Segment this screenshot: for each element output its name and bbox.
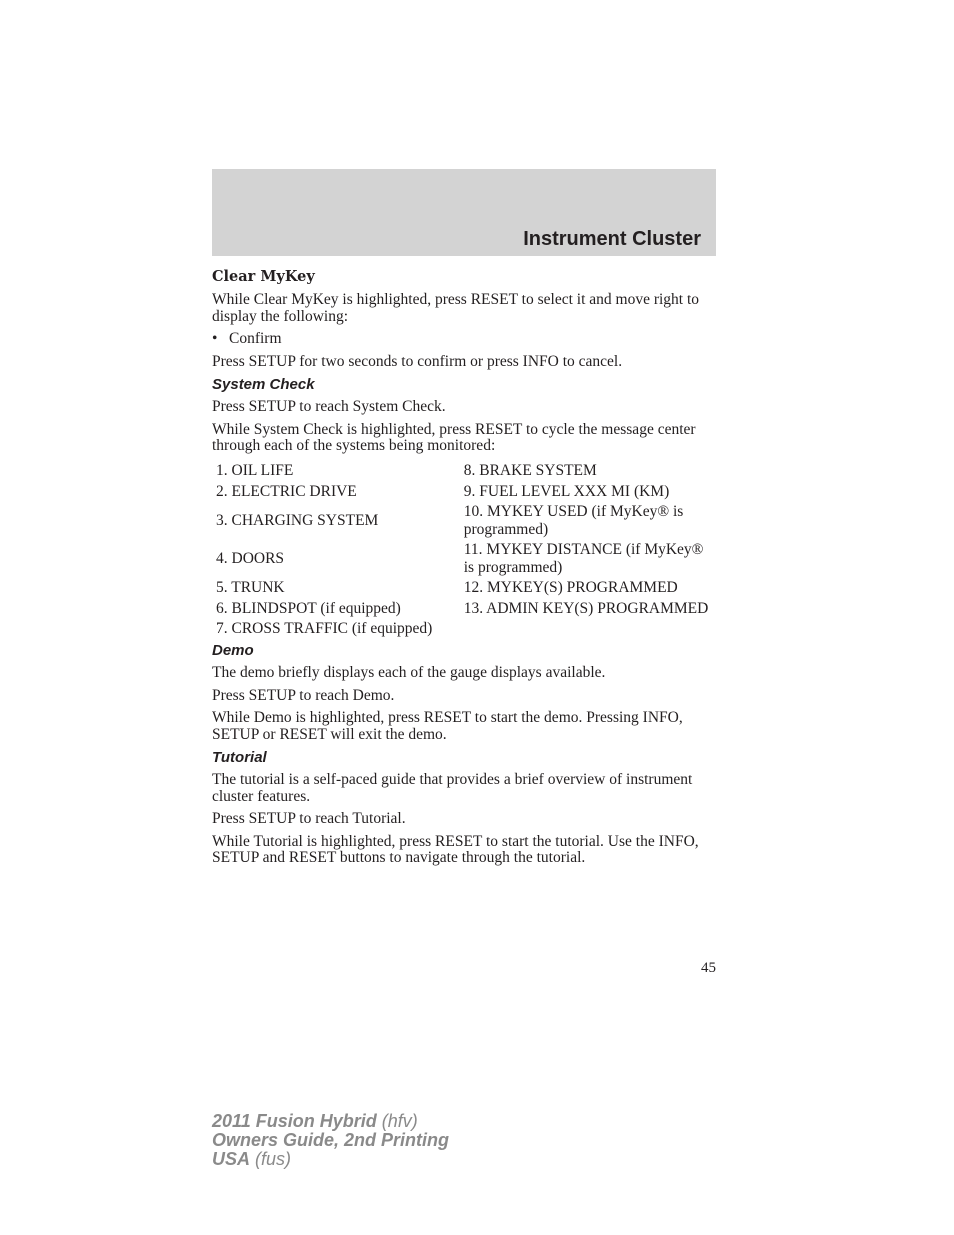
- heading-system-check: System Check: [212, 376, 315, 393]
- system-check-item-left: 6. BLINDSPOT (if equipped): [216, 599, 401, 617]
- footer-region-code: (fus): [255, 1149, 292, 1169]
- heading-tutorial: Tutorial: [212, 749, 267, 766]
- system-check-row: [212, 540, 716, 578]
- footer-line-3: [212, 1150, 449, 1169]
- system-check-item-right: 10. MYKEY USED (if MyKey® is programmed): [463, 503, 684, 538]
- document-footer: [212, 1112, 449, 1169]
- tutorial-paragraph-3: While Tutorial is highlighted, press RESET to start the tutorial. Use the INFO, SETUP and RESET buttons to navigate through the tutorial.: [212, 832, 699, 866]
- heading-demo: Demo: [212, 642, 254, 659]
- footer-model-code: (hfv): [381, 1111, 418, 1131]
- tutorial-paragraph-2: Press SETUP to reach Tutorial.: [212, 810, 406, 827]
- clear-mykey-paragraph-1: While Clear MyKey is highlighted, press RESET to select it and move right to display the following:: [212, 291, 700, 325]
- page-content: [212, 268, 716, 873]
- system-check-item-right: 12. MYKEY(S) PROGRAMMED: [463, 579, 678, 596]
- system-check-item-left: 1. OIL LIFE: [216, 462, 294, 479]
- demo-paragraph-1: The demo briefly displays each of the gauge displays available.: [212, 664, 606, 681]
- footer-model: 2011 Fusion Hybrid: [212, 1111, 377, 1131]
- system-check-item-left: 3. CHARGING SYSTEM: [216, 511, 379, 529]
- clear-mykey-paragraph-2: Press SETUP for two seconds to confirm or press INFO to cancel.: [212, 352, 623, 370]
- system-check-row: [212, 598, 716, 619]
- system-check-item-right: 13. ADMIN KEY(S) PROGRAMMED: [463, 599, 709, 617]
- system-check-item-right: 8. BRAKE SYSTEM: [463, 462, 597, 479]
- demo-paragraph-3: While Demo is highlighted, press RESET to start the demo. Pressing INFO, SETUP or RESET will exit the demo.: [212, 709, 683, 743]
- tutorial-paragraph-1: The tutorial is a self-paced guide that provides a brief overview of instrument cluster features.: [212, 771, 693, 805]
- system-check-row: [212, 502, 716, 540]
- heading-clear-mykey: Clear MyKey: [212, 268, 315, 285]
- system-check-row: [212, 619, 716, 640]
- section-header-band: [212, 169, 716, 256]
- page-number: 45: [701, 960, 716, 976]
- footer-line-1: [212, 1112, 449, 1131]
- bullet-label: Confirm: [229, 330, 282, 347]
- system-check-item-right: [460, 619, 716, 640]
- bullet-item: [212, 331, 716, 348]
- system-check-item-left: 7. CROSS TRAFFIC (if equipped): [216, 620, 433, 637]
- system-check-paragraph-2: While System Check is highlighted, press RESET to cycle the message center through each of the systems being monitored:: [212, 420, 696, 454]
- footer-region: USA: [212, 1149, 251, 1169]
- demo-paragraph-2: Press SETUP to reach Demo.: [212, 686, 395, 704]
- system-check-item-left: 4. DOORS: [216, 549, 285, 567]
- system-check-item-right: 11. MYKEY DISTANCE (if MyKey® is programmed): [463, 541, 704, 576]
- system-check-row: [212, 481, 716, 502]
- system-check-row: [212, 578, 716, 599]
- section-title: Instrument Cluster: [523, 228, 701, 250]
- system-check-paragraph-1: Press SETUP to reach System Check.: [212, 398, 446, 415]
- system-check-table: [212, 461, 716, 640]
- footer-guide: Owners Guide, 2nd Printing: [212, 1130, 450, 1150]
- system-check-item-right: 9. FUEL LEVEL XXX MI (KM): [463, 482, 670, 500]
- bullet-icon: •: [212, 330, 218, 347]
- footer-line-2: [212, 1131, 449, 1150]
- system-check-item-left: 5. TRUNK: [216, 579, 285, 596]
- system-check-row: [212, 461, 716, 482]
- system-check-item-left: 2. ELECTRIC DRIVE: [216, 482, 357, 500]
